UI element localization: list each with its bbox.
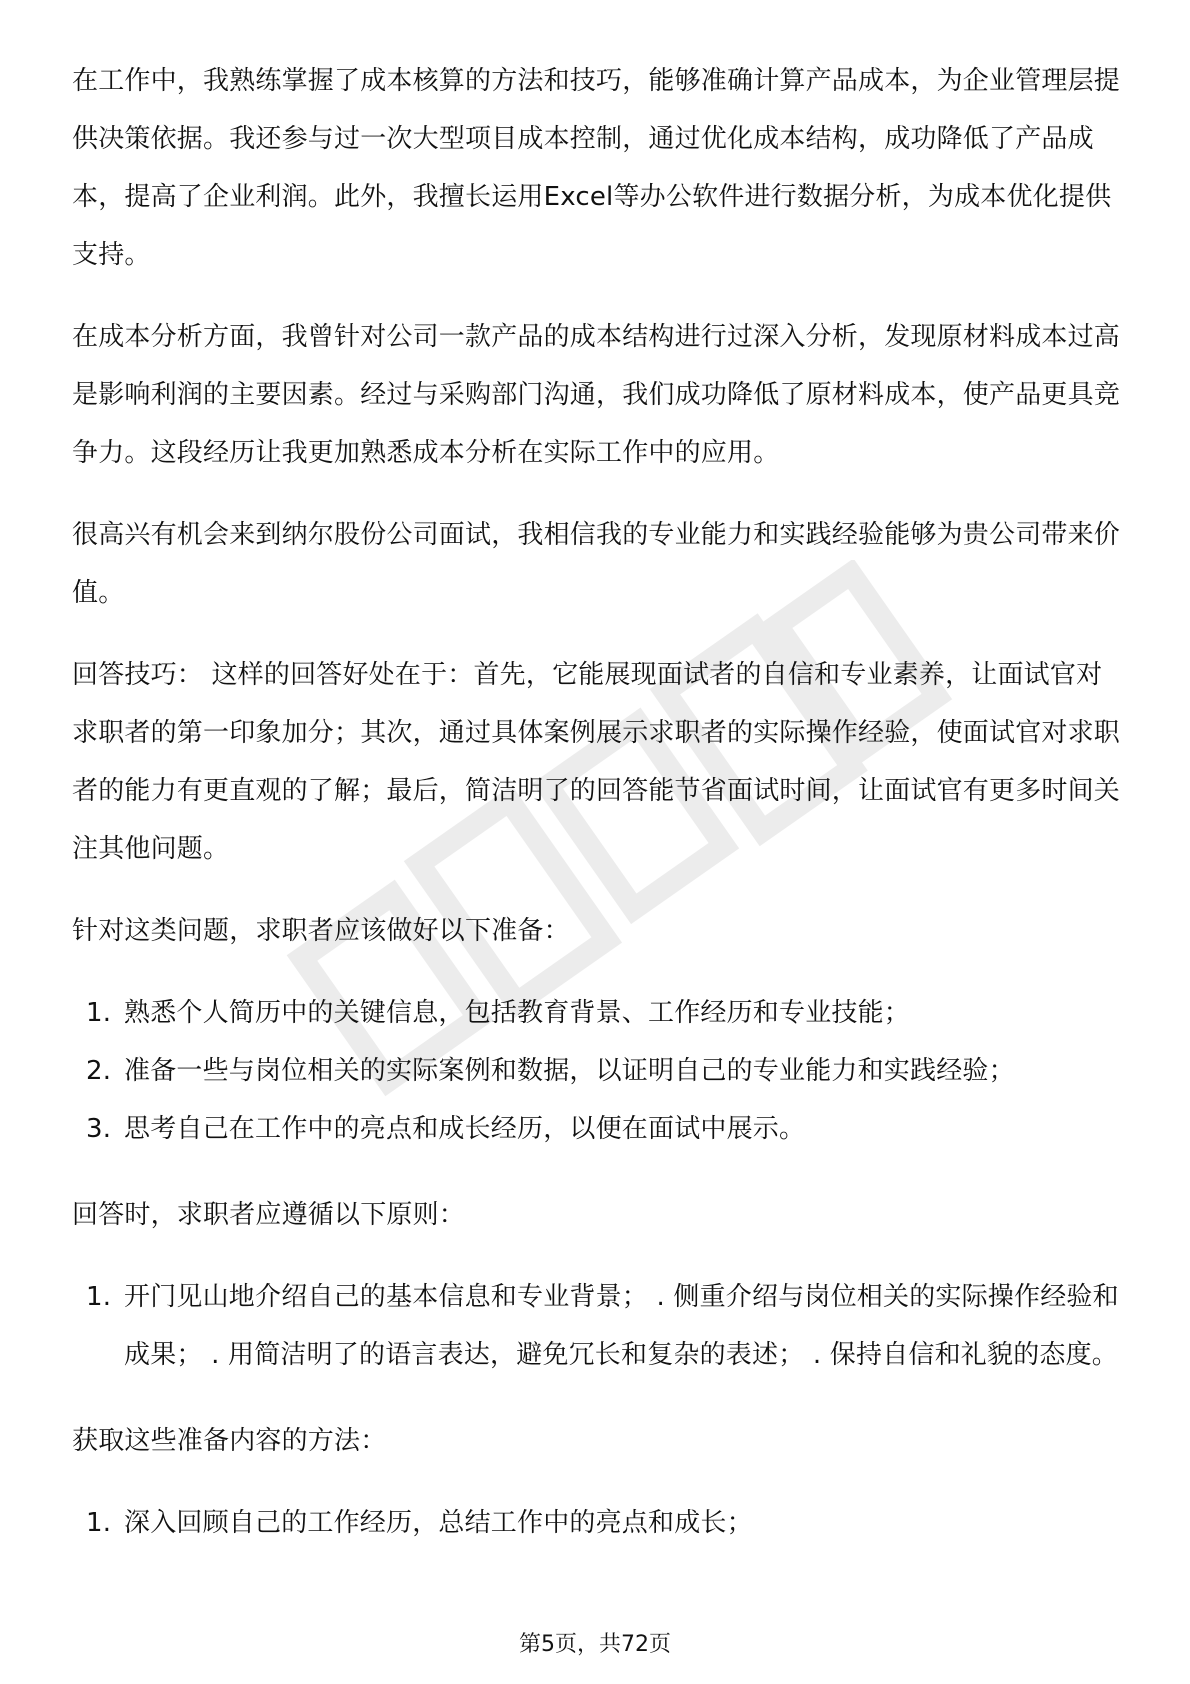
paragraph-cost-analysis: 在成本分析方面，我曾针对公司一款产品的成本结构进行过深入分析，发现原材料成本过高是影响利润的主要因素。经过与采购部门沟通，我们成功降低了原材料成本，使产品更具竞争力。这段经历让我更加熟悉成本分析在实际工作中的应用。 [72, 322, 1121, 468]
list-item-text: 深入回顾自己的工作经历，总结工作中的亮点和成长； [124, 1508, 753, 1538]
list-item [72, 1100, 1124, 1158]
list-item-number: 1. [86, 1508, 112, 1538]
list-item-number: 2. [86, 1056, 112, 1086]
list-item-text: 准备一些与岗位相关的实际案例和数据，以证明自己的专业能力和实践经验； [124, 1056, 1015, 1086]
paragraph-prep-intro: 针对这类问题，求职者应该做好以下准备： [72, 916, 570, 946]
principles-list [72, 1268, 1124, 1384]
paragraph-experience: 在工作中，我熟练掌握了成本核算的方法和技巧，能够准确计算产品成本，为企业管理层提供决策依据。我还参与过一次大型项目成本控制，通过优化成本结构，成功降低了产品成本，提高了企业利润。此外，我擅长运用Excel等办公软件进行数据分析，为成本优化提供支持。 [72, 66, 1121, 270]
list-item-number: 1. [86, 998, 112, 1028]
paragraph-closing: 很高兴有机会来到纳尔股份公司面试，我相信我的专业能力和实践经验能够为贵公司带来价值。 [72, 520, 1121, 608]
list-item [72, 1042, 1124, 1100]
paragraph-principles-intro: 回答时，求职者应遵循以下原则： [72, 1200, 466, 1230]
list-item [72, 1268, 1124, 1384]
methods-list [72, 1494, 1124, 1552]
list-item-number: 3. [86, 1114, 112, 1144]
prep-list [72, 984, 1124, 1158]
list-item-number: 1. [86, 1282, 112, 1312]
page-number-footer: 第5页，共72页 [519, 1632, 671, 1657]
list-item-text: 熟悉个人简历中的关键信息，包括教育背景、工作经历和专业技能； [124, 998, 911, 1028]
list-item-text: 开门见山地介绍自己的基本信息和专业背景； . 侧重介绍与岗位相关的实际操作经验和成果； . 用简洁明了的语言表达，避免冗长和复杂的表述； . 保持自信和礼貌的态度。 [124, 1282, 1119, 1370]
document-body [72, 52, 1124, 1580]
list-item [72, 984, 1124, 1042]
list-item [72, 1494, 1124, 1552]
list-item-text: 思考自己在工作中的亮点和成长经历，以便在面试中展示。 [124, 1114, 806, 1144]
paragraph-methods-intro: 获取这些准备内容的方法： [72, 1426, 387, 1456]
paragraph-answer-tips: 回答技巧： 这样的回答好处在于：首先，它能展现面试者的自信和专业素养，让面试官对求职者的第一印象加分；其次，通过具体案例展示求职者的实际操作经验，使面试官对求职者的能力有更直观的了解；最后，简洁明了的回答能节省面试时间，让面试官有更多时间关注其他问题。 [72, 660, 1121, 864]
